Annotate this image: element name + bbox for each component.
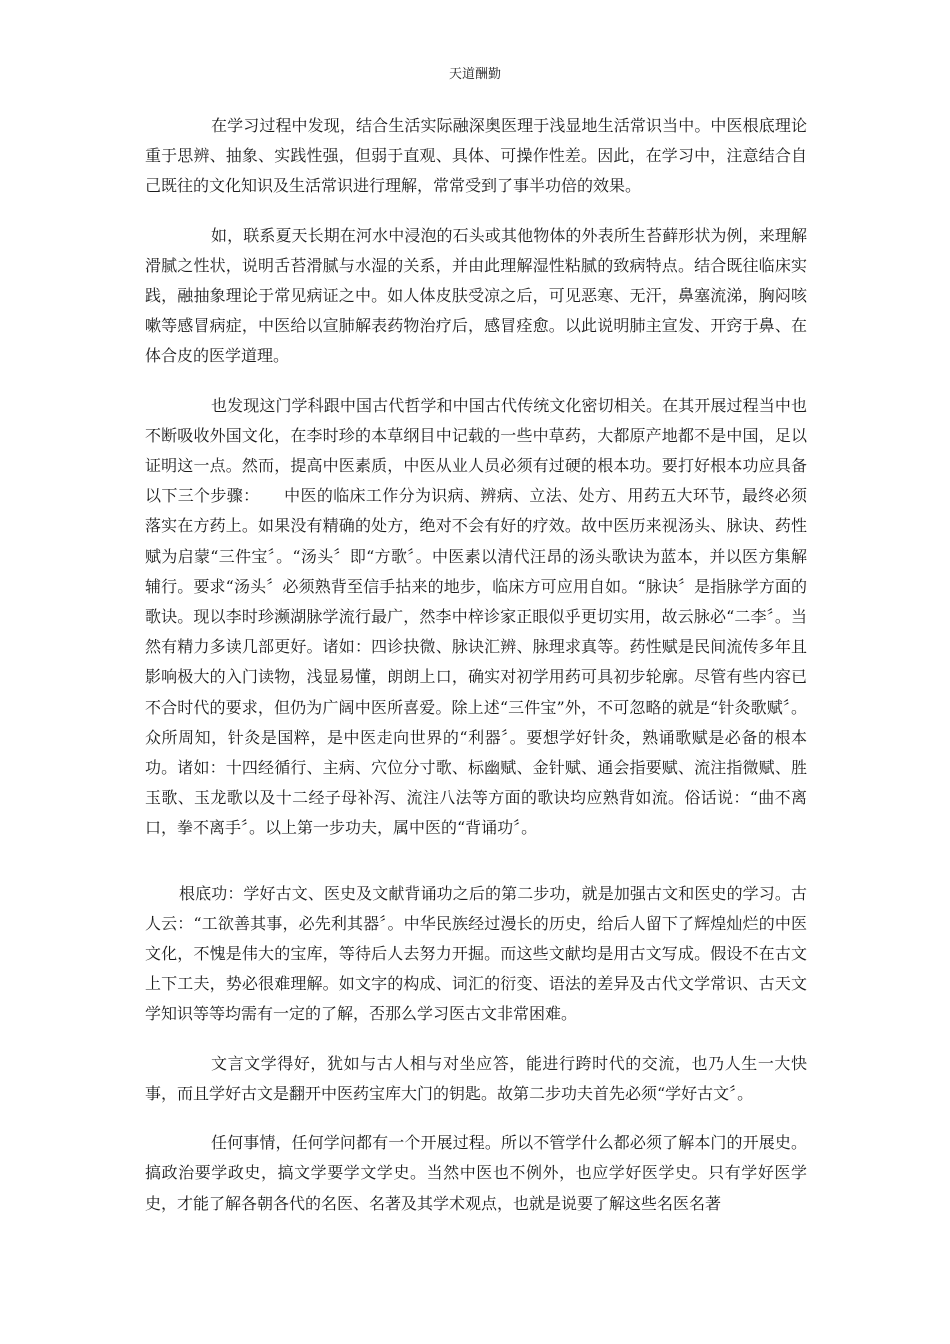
document-body xyxy=(145,111,807,1219)
paragraph-6: 任何事情，任何学问都有一个开展过程。所以不管学什么都必须了解本门的开展史。搞政治要学政史，搞文学要学文学史。当然中医也不例外，也应学好医学史。只有学好医学史，才能了解各朝各代的名医、名著及其学术观点，也就是说要了解这些名医名著 xyxy=(145,1133,807,1213)
paragraph-5: 文言文学得好，犹如与古人相与对坐应答，能进行跨时代的交流，也乃人生一大快事，而且学好古文是翻开中医药宝库大门的钥匙。故第二步功夫首先必须“学好古文〞。 xyxy=(145,1053,807,1103)
page-header: 天道酬勤 xyxy=(448,67,501,82)
paragraph-3: 也发现这门学科跟中国古代哲学和中国古代传统文化密切相关。在其开展过程当中也不断吸收外国文化，在李时珍的本草纲目中记载的一些中草药，大都原产地都不是中国，足以证明这一点。然而，提高中医素质，中医从业人员必须有过硬的根本功。要打好根本功应具备以下三个步骤： 中医的临床工作分为识病、辨病、立法、处方、用药五大环节，最终必须落实在方药上。如果没有精确的处方，绝对不会有好的疗效。故中医历来视汤头、脉诀、药性赋为启蒙“三件宝〞。“汤头〞即“方歌〞。中医素以清代汪昂的汤头歌诀为蓝本，并以医方集解辅行。要求“汤头〞必须熟背至信手拈来的地步，临床方可应用自如。“脉诀〞是指脉学方面的歌诀。现以李时珍濒湖脉学流行最广，然李中梓诊家正眼似乎更切实用，故云脉必“二李〞。当然有精力多读几部更好。诸如：四诊抉微、脉诀汇辨、脉理求真等。药性赋是民间流传多年且影响极大的入门读物，浅显易懂，朗朗上口，确实对初学用药可具初步轮廓。尽管有些内容已不合时代的要求，但仍为广阔中医所喜爱。除上述“三件宝”外，不可忽略的就是“针灸歌赋〞。众所周知，针灸是国粹，是中医走向世界的“利器〞。要想学好针灸，熟诵歌赋是必备的根本功。诸如：十四经循行、主病、穴位分寸歌、标幽赋、金针赋、通会指要赋、流注指微赋、胜玉歌、玉龙歌以及十二经子母补泻、流注八法等方面的歌诀均应熟背如流。俗话说：“曲不离口，拳不离手〞。以上第一步功夫，属中医的“背诵功〞。 xyxy=(145,395,807,838)
paragraph-1: 在学习过程中发现，结合生活实际融深奥医理于浅显地生活常识当中。中医根底理论重于思辨、抽象、实践性强，但弱于直观、具体、可操作性差。因此，在学习中，注意结合自己既往的文化知识及生活常识进行理解，常常受到了事半功倍的效果。 xyxy=(145,116,807,196)
paragraph-2: 如，联系夏天长期在河水中浸泡的石头或其他物体的外表所生苔藓形状为例，来理解滑腻之性状，说明舌苔滑腻与水湿的关系，并由此理解湿性粘腻的致病特点。结合既往临床实践，融抽象理论于常见病证之中。如人体皮肤受凉之后，可见恶寒、无汗，鼻塞流涕，胸闷咳嗽等感冒病症，中医给以宣肺解表药物治疗后，感冒痊愈。以此说明肺主宣发、开窍于鼻、在体合皮的医学道理。 xyxy=(145,225,807,366)
paragraph-4: 根底功：学好古文、医史及文献背诵功之后的第二步功，就是加强古文和医史的学习。古人云：“工欲善其事，必先利其器〞。中华民族经过漫长的历史，给后人留下了辉煌灿烂的中医文化，不愧是伟大的宝库，等待后人去努力开掘。而这些文献均是用古文写成。假设不在古文上下工夫，势必很难理解。如文字的构成、词汇的衍变、语法的差异及古代文学常识、古天文学知识等等均需有一定的了解，否那么学习医古文非常困难。 xyxy=(145,883,807,1024)
